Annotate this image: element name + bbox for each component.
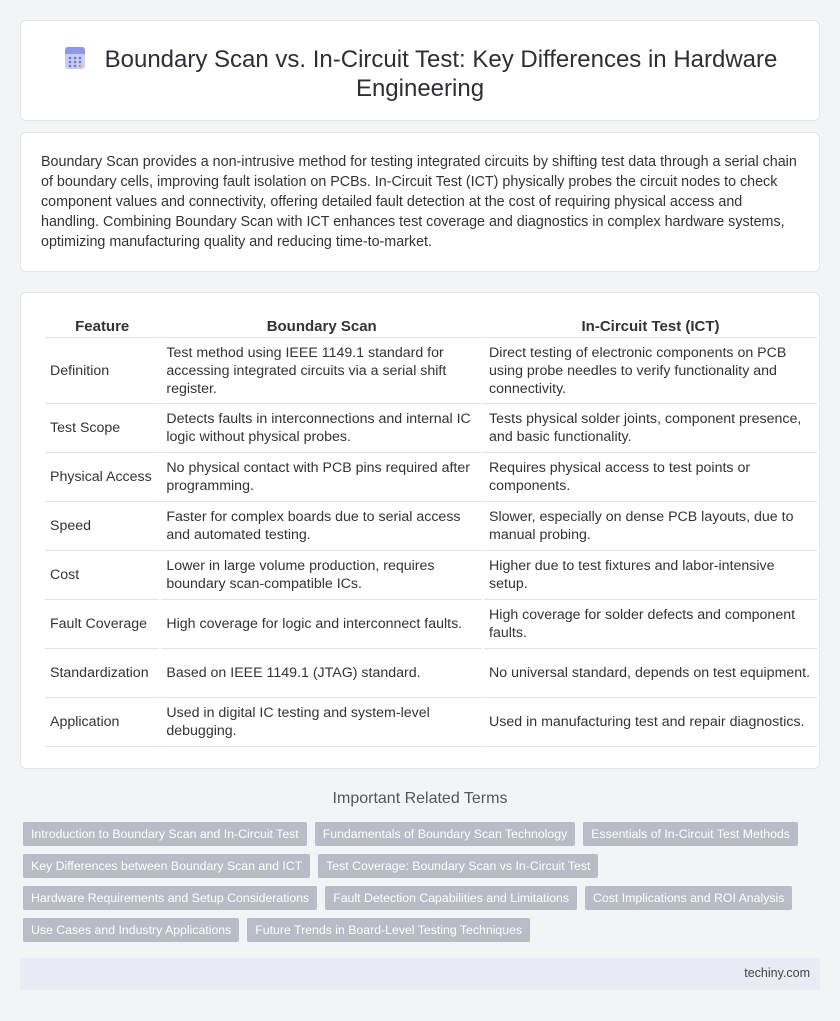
calculator-icon xyxy=(63,46,87,70)
boundary-scan-cell: Based on IEEE 1149.1 (JTAG) standard. xyxy=(161,649,482,698)
header-ict: In-Circuit Test (ICT) xyxy=(484,314,817,338)
table-row xyxy=(45,338,817,404)
boundary-scan-cell: Faster for complex boards due to serial access and automated testing. xyxy=(161,502,482,551)
related-term-tag[interactable]: Introduction to Boundary Scan and In-Circuit Test xyxy=(23,822,307,846)
header-feature: Feature xyxy=(45,314,159,338)
tag-row xyxy=(23,822,803,846)
feature-cell: Application xyxy=(45,698,159,747)
feature-cell: Speed xyxy=(45,502,159,551)
ict-cell: No universal standard, depends on test equipment. xyxy=(484,649,817,698)
feature-cell: Physical Access xyxy=(45,453,159,502)
ict-cell: Slower, especially on dense PCB layouts, due to manual probing. xyxy=(484,502,817,551)
related-term-tag[interactable]: Essentials of In-Circuit Test Methods xyxy=(583,822,798,846)
table-row xyxy=(45,698,817,747)
related-term-tag[interactable]: Hardware Requirements and Setup Considerations xyxy=(23,886,317,910)
boundary-scan-cell: No physical contact with PCB pins required after programming. xyxy=(161,453,482,502)
related-term-tag[interactable]: Fault Detection Capabilities and Limitations xyxy=(325,886,577,910)
intro-card xyxy=(20,132,820,272)
table-row xyxy=(45,600,817,649)
related-terms-heading: Important Related Terms xyxy=(332,790,508,807)
related-term-tag[interactable]: Key Differences between Boundary Scan and ICT xyxy=(23,854,310,878)
tag-row xyxy=(23,886,803,910)
ict-cell: Tests physical solder joints, component presence, and basic functionality. xyxy=(484,404,817,453)
related-term-tag[interactable]: Future Trends in Board-Level Testing Techniques xyxy=(247,918,530,942)
page-title xyxy=(21,45,819,103)
header-card xyxy=(20,20,820,121)
table-row xyxy=(45,649,817,698)
related-term-tag[interactable]: Use Cases and Industry Applications xyxy=(23,918,239,942)
ict-cell: Higher due to test fixtures and labor-intensive setup. xyxy=(484,551,817,600)
footer-site-link[interactable]: techiny.com xyxy=(744,966,810,980)
feature-cell: Cost xyxy=(45,551,159,600)
comparison-table-card xyxy=(20,292,820,769)
tag-row xyxy=(23,918,803,942)
table-row xyxy=(45,404,817,453)
related-term-tag[interactable]: Cost Implications and ROI Analysis xyxy=(585,886,792,910)
boundary-scan-cell: Used in digital IC testing and system-level debugging. xyxy=(161,698,482,747)
footer xyxy=(20,958,820,990)
ict-cell: Used in manufacturing test and repair diagnostics. xyxy=(484,698,817,747)
boundary-scan-cell: Lower in large volume production, requires boundary scan-compatible ICs. xyxy=(161,551,482,600)
feature-cell: Fault Coverage xyxy=(45,600,159,649)
comparison-table xyxy=(43,314,819,747)
boundary-scan-cell: High coverage for logic and interconnect faults. xyxy=(161,600,482,649)
related-term-tag[interactable]: Fundamentals of Boundary Scan Technology xyxy=(315,822,576,846)
tag-row xyxy=(23,854,803,878)
feature-cell: Standardization xyxy=(45,649,159,698)
boundary-scan-cell: Detects faults in interconnections and internal IC logic without physical probes. xyxy=(161,404,482,453)
ict-cell: Requires physical access to test points or components. xyxy=(484,453,817,502)
boundary-scan-cell: Test method using IEEE 1149.1 standard for accessing integrated circuits via a serial shift register. xyxy=(161,338,482,404)
table-row xyxy=(45,502,817,551)
table-header-row xyxy=(45,314,817,338)
ict-cell: High coverage for solder defects and component faults. xyxy=(484,600,817,649)
page-title-text: Boundary Scan vs. In-Circuit Test: Key Differences in Hardware Engineering xyxy=(104,46,778,102)
feature-cell: Test Scope xyxy=(45,404,159,453)
table-row xyxy=(45,453,817,502)
table-row xyxy=(45,551,817,600)
header-boundary-scan: Boundary Scan xyxy=(161,314,482,338)
ict-cell: Direct testing of electronic components on PCB using probe needles to verify functionality and connectivity. xyxy=(484,338,817,404)
related-term-tag[interactable]: Test Coverage: Boundary Scan vs In-Circuit Test xyxy=(318,854,598,878)
related-terms-tags xyxy=(23,822,803,950)
intro-paragraph: Boundary Scan provides a non-intrusive method for testing integrated circuits by shifting test data through a serial chain of boundary cells, improving fault isolation on PCBs. In-Circuit Test (ICT) physically probes the circuit nodes to check component values and connectivity, offering detailed fault detection at the cost of requiring physical access and handling. Combining Boundary Scan with ICT enhances test coverage and diagnostics in complex hardware systems, optimizing manufacturing quality and reducing time-to-market. xyxy=(41,154,797,250)
feature-cell: Definition xyxy=(45,338,159,404)
